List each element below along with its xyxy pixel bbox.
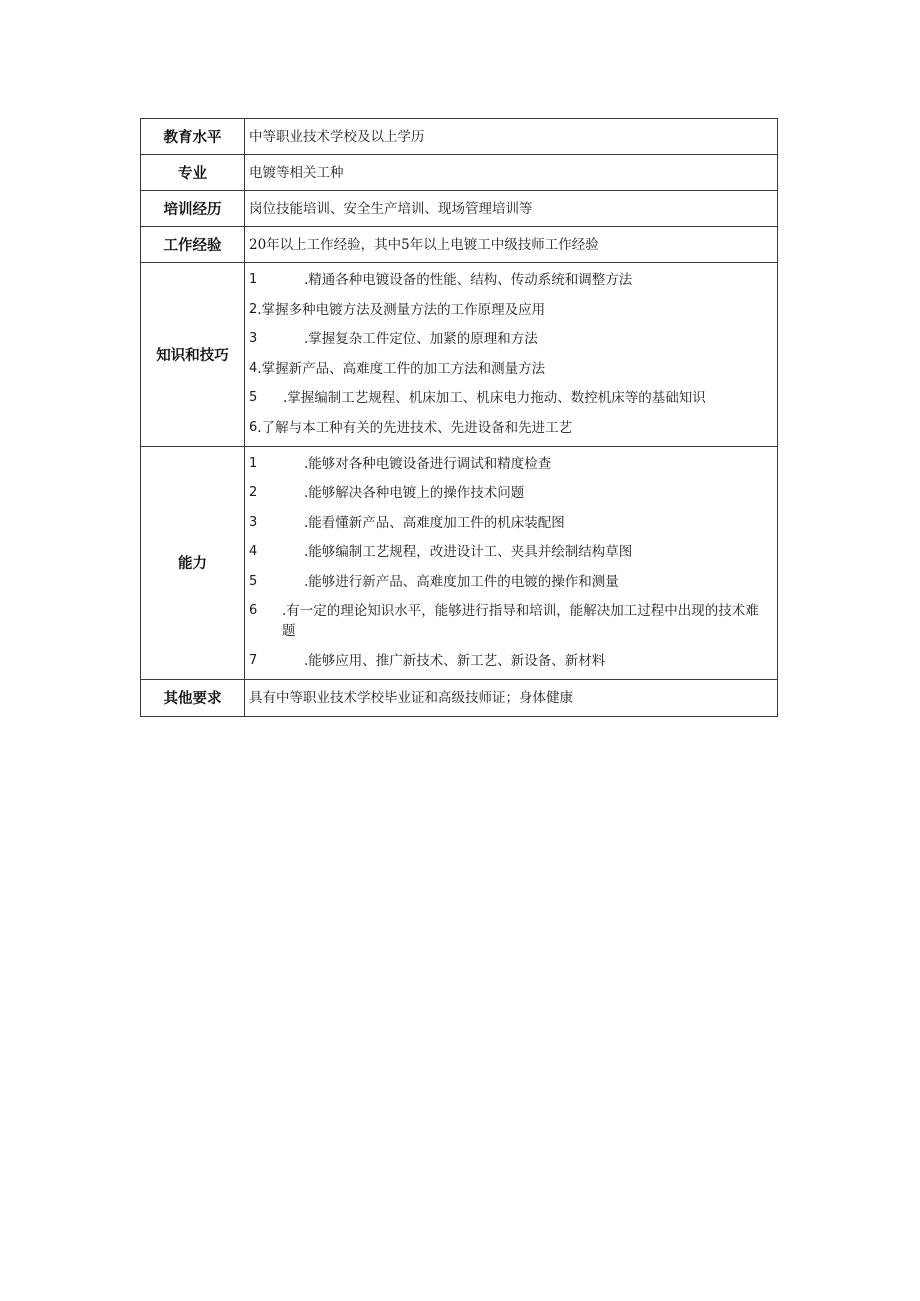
list-item-text: .能看懂新产品、高难度加工件的机床装配图 xyxy=(304,514,565,531)
list-item-number: 6 xyxy=(249,603,258,618)
list-item xyxy=(249,359,771,379)
list-item-number: 4 xyxy=(249,360,258,376)
label-training: 培训经历 xyxy=(141,191,245,227)
list-item-number: 7 xyxy=(249,652,258,668)
table-row-other xyxy=(141,679,778,716)
list-item xyxy=(249,418,771,438)
table-row-training xyxy=(141,191,778,227)
list-item-number: 4 xyxy=(249,544,258,559)
list-item-number: 1 xyxy=(249,272,258,287)
list-item-number: 3 xyxy=(249,514,258,530)
value-major: 电镀等相关工种 xyxy=(245,155,778,191)
knowledge-list xyxy=(249,263,777,446)
label-major: 专业 xyxy=(141,155,245,191)
list-item-text: .能够解决各种电镀上的操作技术问题 xyxy=(304,485,525,501)
list-item-text: .能够应用、推广新技术、新工艺、新设备、新材料 xyxy=(304,652,606,669)
list-item-text: .掌握复杂工件定位、加紧的原理和方法 xyxy=(304,331,538,347)
list-item-number: 6 xyxy=(249,419,258,435)
value-education: 中等职业技术学校及以上学历 xyxy=(245,119,778,155)
list-item-number: 5 xyxy=(249,390,258,405)
table-row-experience xyxy=(141,227,778,263)
list-item xyxy=(249,483,771,503)
label-knowledge: 知识和技巧 xyxy=(141,263,245,447)
table-row-ability xyxy=(141,446,778,679)
value-experience: 20年以上工作经验，其中5年以上电镀工中级技师工作经验 xyxy=(245,227,778,263)
ability-list xyxy=(249,447,777,679)
list-item xyxy=(249,454,771,474)
list-item xyxy=(249,651,771,671)
list-item xyxy=(249,300,771,320)
list-item-number: 3 xyxy=(249,331,258,346)
label-education: 教育水平 xyxy=(141,119,245,155)
list-item xyxy=(249,572,771,592)
label-experience: 工作经验 xyxy=(141,227,245,263)
value-ability xyxy=(245,446,778,679)
list-item xyxy=(249,329,771,349)
list-item xyxy=(249,513,771,533)
table-row-knowledge xyxy=(141,263,778,447)
label-ability: 能力 xyxy=(141,446,245,679)
list-item-number: 2 xyxy=(249,485,258,500)
list-item-number: 1 xyxy=(249,455,258,471)
list-item-text: .掌握新产品、高难度工件的加工方法和测量方法 xyxy=(257,360,546,377)
requirements-table xyxy=(140,118,778,717)
list-item-text: .精通各种电镀设备的性能、结构、传动系统和调整方法 xyxy=(304,272,633,288)
table-row-education xyxy=(141,119,778,155)
list-item-number: 2 xyxy=(249,301,258,317)
label-other: 其他要求 xyxy=(141,679,245,716)
list-item-text: .了解与本工种有关的先进技术、先进设备和先进工艺 xyxy=(257,419,573,436)
list-item-text: .能够编制工艺规程，改进设计工、夹具并绘制结构草图 xyxy=(304,544,633,560)
list-item-text: .掌握编制工艺规程、机床加工、机床电力拖动、数控机床等的基础知识 xyxy=(283,390,706,406)
list-item-number: 5 xyxy=(249,573,258,589)
list-item xyxy=(249,601,771,641)
list-item xyxy=(249,388,771,408)
value-knowledge xyxy=(245,263,778,447)
list-item xyxy=(249,542,771,562)
list-item-text: .能够对各种电镀设备进行调试和精度检查 xyxy=(304,455,552,472)
list-item-text: .能够进行新产品、高难度加工件的电镀的操作和测量 xyxy=(304,573,619,590)
list-item xyxy=(249,270,771,290)
table-row-major xyxy=(141,155,778,191)
list-item-text: .掌握多种电镀方法及测量方法的工作原理及应用 xyxy=(257,301,546,318)
value-training: 岗位技能培训、安全生产培训、现场管理培训等 xyxy=(245,191,778,227)
list-item-text: .有一定的理论知识水平，能够进行指导和培训，能解决加工过程中出现的技术难题 xyxy=(282,603,759,639)
value-other: 具有中等职业技术学校毕业证和高级技师证；身体健康 xyxy=(245,679,778,716)
